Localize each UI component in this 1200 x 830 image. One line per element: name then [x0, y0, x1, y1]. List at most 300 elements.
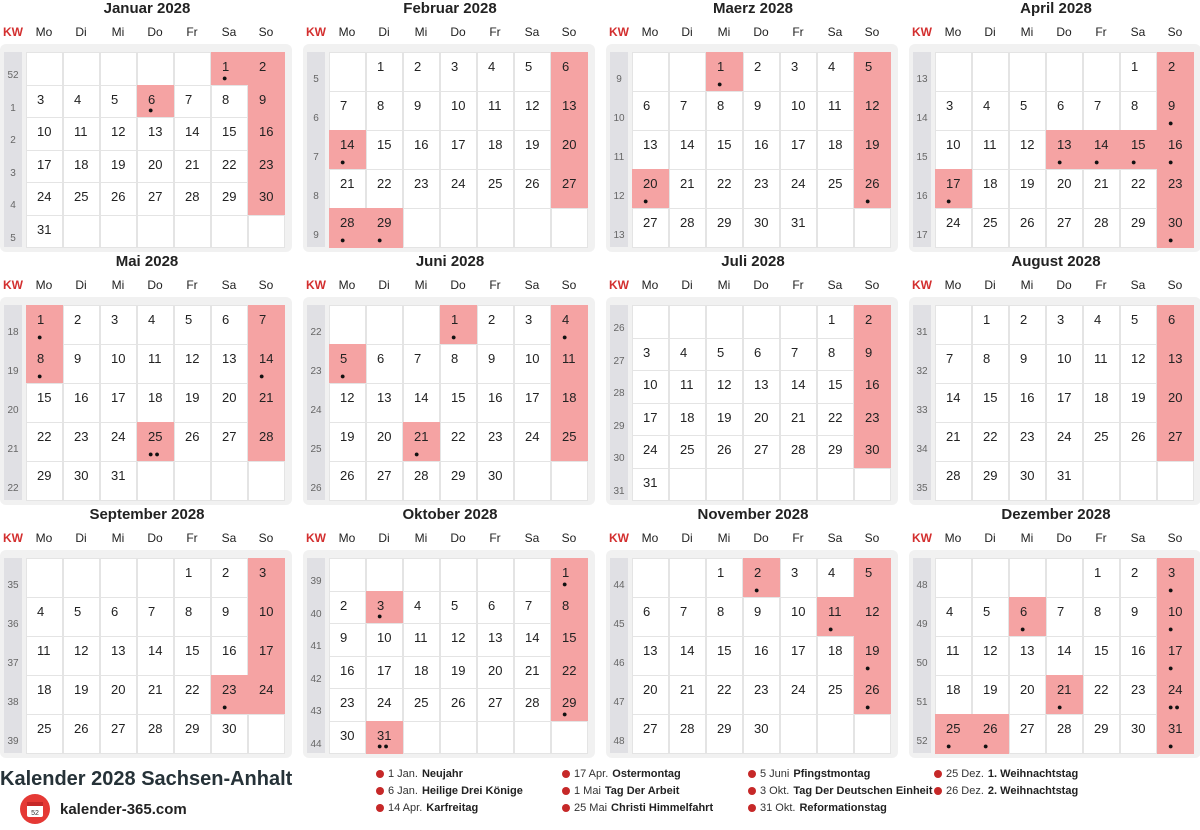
- day-cell[interactable]: [100, 182, 137, 216]
- day-cell[interactable]: [669, 370, 706, 404]
- day-cell[interactable]: [1157, 558, 1194, 598]
- day-cell[interactable]: [1046, 208, 1083, 248]
- day-cell[interactable]: [817, 91, 854, 131]
- day-cell[interactable]: [137, 383, 174, 423]
- day-cell[interactable]: [1046, 169, 1083, 209]
- day-cell[interactable]: [935, 461, 972, 501]
- day-cell[interactable]: [477, 422, 514, 462]
- day-cell[interactable]: [706, 558, 743, 598]
- day-cell[interactable]: [248, 182, 285, 216]
- day-cell[interactable]: [1083, 714, 1120, 754]
- day-cell[interactable]: [972, 130, 1009, 170]
- day-cell[interactable]: [1083, 422, 1120, 462]
- day-cell[interactable]: [854, 558, 891, 598]
- day-cell[interactable]: [817, 169, 854, 209]
- day-cell[interactable]: [248, 422, 285, 462]
- day-cell[interactable]: [632, 338, 669, 372]
- day-cell[interactable]: [514, 169, 551, 209]
- day-cell[interactable]: [63, 150, 100, 184]
- day-cell[interactable]: [669, 338, 706, 372]
- day-cell[interactable]: [1046, 344, 1083, 384]
- day-cell[interactable]: [632, 91, 669, 131]
- day-cell[interactable]: [100, 344, 137, 384]
- day-cell[interactable]: [1046, 91, 1083, 131]
- day-cell[interactable]: [706, 636, 743, 676]
- day-cell[interactable]: [743, 130, 780, 170]
- day-cell[interactable]: [632, 403, 669, 437]
- day-cell[interactable]: [1157, 422, 1194, 462]
- day-cell[interactable]: [403, 344, 440, 384]
- day-cell[interactable]: [514, 623, 551, 657]
- day-cell[interactable]: [366, 461, 403, 501]
- day-cell[interactable]: [440, 344, 477, 384]
- day-cell[interactable]: [403, 422, 440, 462]
- day-cell[interactable]: [854, 675, 891, 715]
- day-cell[interactable]: [1083, 91, 1120, 131]
- day-cell[interactable]: [1046, 675, 1083, 715]
- day-cell[interactable]: [248, 344, 285, 384]
- day-cell[interactable]: [174, 597, 211, 637]
- day-cell[interactable]: [669, 636, 706, 676]
- day-cell[interactable]: [329, 344, 366, 384]
- day-cell[interactable]: [248, 52, 285, 86]
- day-cell[interactable]: [366, 52, 403, 92]
- day-cell[interactable]: [706, 370, 743, 404]
- day-cell[interactable]: [366, 169, 403, 209]
- day-cell[interactable]: [706, 714, 743, 754]
- day-cell[interactable]: [972, 675, 1009, 715]
- day-cell[interactable]: [935, 597, 972, 637]
- day-cell[interactable]: [743, 435, 780, 469]
- day-cell[interactable]: [63, 305, 100, 345]
- day-cell[interactable]: [854, 305, 891, 339]
- day-cell[interactable]: [1157, 675, 1194, 715]
- day-cell[interactable]: [1083, 636, 1120, 676]
- day-cell[interactable]: [366, 623, 403, 657]
- day-cell[interactable]: [440, 305, 477, 345]
- day-cell[interactable]: [706, 597, 743, 637]
- day-cell[interactable]: [403, 591, 440, 625]
- day-cell[interactable]: [854, 338, 891, 372]
- day-cell[interactable]: [1009, 305, 1046, 345]
- day-cell[interactable]: [1009, 422, 1046, 462]
- day-cell[interactable]: [211, 117, 248, 151]
- day-cell[interactable]: [551, 591, 588, 625]
- day-cell[interactable]: [780, 597, 817, 637]
- day-cell[interactable]: [854, 91, 891, 131]
- day-cell[interactable]: [1120, 169, 1157, 209]
- day-cell[interactable]: [329, 688, 366, 722]
- day-cell[interactable]: [706, 403, 743, 437]
- day-cell[interactable]: [211, 305, 248, 345]
- day-cell[interactable]: [366, 656, 403, 690]
- day-cell[interactable]: [1157, 383, 1194, 423]
- day-cell[interactable]: [1120, 130, 1157, 170]
- day-cell[interactable]: [174, 344, 211, 384]
- day-cell[interactable]: [174, 714, 211, 754]
- day-cell[interactable]: [477, 461, 514, 501]
- day-cell[interactable]: [211, 636, 248, 676]
- day-cell[interactable]: [514, 688, 551, 722]
- day-cell[interactable]: [1157, 305, 1194, 345]
- day-cell[interactable]: [440, 130, 477, 170]
- day-cell[interactable]: [403, 169, 440, 209]
- day-cell[interactable]: [817, 305, 854, 339]
- day-cell[interactable]: [706, 338, 743, 372]
- day-cell[interactable]: [100, 383, 137, 423]
- day-cell[interactable]: [1009, 344, 1046, 384]
- day-cell[interactable]: [100, 117, 137, 151]
- day-cell[interactable]: [100, 150, 137, 184]
- day-cell[interactable]: [854, 435, 891, 469]
- day-cell[interactable]: [100, 597, 137, 637]
- day-cell[interactable]: [935, 344, 972, 384]
- day-cell[interactable]: [137, 182, 174, 216]
- day-cell[interactable]: [743, 208, 780, 248]
- day-cell[interactable]: [137, 305, 174, 345]
- day-cell[interactable]: [551, 656, 588, 690]
- day-cell[interactable]: [137, 150, 174, 184]
- day-cell[interactable]: [440, 623, 477, 657]
- day-cell[interactable]: [780, 130, 817, 170]
- day-cell[interactable]: [26, 636, 63, 676]
- day-cell[interactable]: [1009, 91, 1046, 131]
- day-cell[interactable]: [366, 422, 403, 462]
- day-cell[interactable]: [551, 688, 588, 722]
- day-cell[interactable]: [100, 675, 137, 715]
- day-cell[interactable]: [477, 688, 514, 722]
- day-cell[interactable]: [854, 370, 891, 404]
- day-cell[interactable]: [329, 461, 366, 501]
- day-cell[interactable]: [248, 150, 285, 184]
- day-cell[interactable]: [26, 117, 63, 151]
- day-cell[interactable]: [26, 305, 63, 345]
- day-cell[interactable]: [817, 370, 854, 404]
- day-cell[interactable]: [329, 721, 366, 755]
- day-cell[interactable]: [174, 117, 211, 151]
- day-cell[interactable]: [248, 305, 285, 345]
- day-cell[interactable]: [100, 636, 137, 676]
- day-cell[interactable]: [1157, 169, 1194, 209]
- day-cell[interactable]: [972, 422, 1009, 462]
- day-cell[interactable]: [551, 130, 588, 170]
- day-cell[interactable]: [1120, 208, 1157, 248]
- day-cell[interactable]: [1120, 597, 1157, 637]
- day-cell[interactable]: [1009, 208, 1046, 248]
- day-cell[interactable]: [477, 130, 514, 170]
- day-cell[interactable]: [817, 636, 854, 676]
- day-cell[interactable]: [477, 169, 514, 209]
- day-cell[interactable]: [366, 130, 403, 170]
- day-cell[interactable]: [854, 52, 891, 92]
- day-cell[interactable]: [780, 52, 817, 92]
- day-cell[interactable]: [743, 714, 780, 754]
- day-cell[interactable]: [403, 623, 440, 657]
- day-cell[interactable]: [780, 169, 817, 209]
- day-cell[interactable]: [1046, 383, 1083, 423]
- day-cell[interactable]: [743, 558, 780, 598]
- day-cell[interactable]: [403, 656, 440, 690]
- day-cell[interactable]: [329, 623, 366, 657]
- day-cell[interactable]: [1046, 305, 1083, 345]
- day-cell[interactable]: [1120, 383, 1157, 423]
- day-cell[interactable]: [26, 383, 63, 423]
- day-cell[interactable]: [1046, 714, 1083, 754]
- day-cell[interactable]: [137, 85, 174, 119]
- day-cell[interactable]: [1009, 169, 1046, 209]
- day-cell[interactable]: [706, 169, 743, 209]
- day-cell[interactable]: [329, 383, 366, 423]
- day-cell[interactable]: [403, 461, 440, 501]
- day-cell[interactable]: [366, 344, 403, 384]
- day-cell[interactable]: [403, 130, 440, 170]
- day-cell[interactable]: [174, 422, 211, 462]
- day-cell[interactable]: [1083, 305, 1120, 345]
- day-cell[interactable]: [1083, 169, 1120, 209]
- day-cell[interactable]: [211, 597, 248, 637]
- day-cell[interactable]: [854, 597, 891, 637]
- day-cell[interactable]: [972, 636, 1009, 676]
- day-cell[interactable]: [817, 675, 854, 715]
- day-cell[interactable]: [366, 91, 403, 131]
- day-cell[interactable]: [780, 208, 817, 248]
- day-cell[interactable]: [329, 169, 366, 209]
- day-cell[interactable]: [63, 675, 100, 715]
- day-cell[interactable]: [211, 52, 248, 86]
- day-cell[interactable]: [514, 656, 551, 690]
- day-cell[interactable]: [63, 422, 100, 462]
- day-cell[interactable]: [477, 305, 514, 345]
- day-cell[interactable]: [477, 623, 514, 657]
- day-cell[interactable]: [440, 461, 477, 501]
- day-cell[interactable]: [26, 675, 63, 715]
- day-cell[interactable]: [211, 85, 248, 119]
- day-cell[interactable]: [669, 714, 706, 754]
- day-cell[interactable]: [174, 558, 211, 598]
- day-cell[interactable]: [248, 85, 285, 119]
- day-cell[interactable]: [440, 591, 477, 625]
- day-cell[interactable]: [211, 150, 248, 184]
- day-cell[interactable]: [26, 215, 63, 249]
- day-cell[interactable]: [174, 383, 211, 423]
- day-cell[interactable]: [440, 656, 477, 690]
- day-cell[interactable]: [440, 688, 477, 722]
- day-cell[interactable]: [551, 422, 588, 462]
- day-cell[interactable]: [329, 130, 366, 170]
- day-cell[interactable]: [100, 85, 137, 119]
- day-cell[interactable]: [669, 208, 706, 248]
- day-cell[interactable]: [211, 344, 248, 384]
- day-cell[interactable]: [440, 383, 477, 423]
- day-cell[interactable]: [551, 169, 588, 209]
- day-cell[interactable]: [551, 558, 588, 592]
- day-cell[interactable]: [477, 656, 514, 690]
- day-cell[interactable]: [972, 714, 1009, 754]
- day-cell[interactable]: [514, 130, 551, 170]
- day-cell[interactable]: [632, 435, 669, 469]
- day-cell[interactable]: [706, 52, 743, 92]
- day-cell[interactable]: [743, 169, 780, 209]
- day-cell[interactable]: [632, 130, 669, 170]
- day-cell[interactable]: [63, 714, 100, 754]
- day-cell[interactable]: [248, 383, 285, 423]
- day-cell[interactable]: [514, 383, 551, 423]
- day-cell[interactable]: [1009, 636, 1046, 676]
- day-cell[interactable]: [551, 91, 588, 131]
- day-cell[interactable]: [935, 636, 972, 676]
- day-cell[interactable]: [100, 305, 137, 345]
- day-cell[interactable]: [63, 383, 100, 423]
- day-cell[interactable]: [366, 591, 403, 625]
- day-cell[interactable]: [1009, 714, 1046, 754]
- day-cell[interactable]: [1083, 597, 1120, 637]
- day-cell[interactable]: [63, 117, 100, 151]
- day-cell[interactable]: [935, 130, 972, 170]
- day-cell[interactable]: [329, 422, 366, 462]
- day-cell[interactable]: [477, 91, 514, 131]
- day-cell[interactable]: [1120, 636, 1157, 676]
- day-cell[interactable]: [329, 656, 366, 690]
- day-cell[interactable]: [972, 383, 1009, 423]
- day-cell[interactable]: [780, 338, 817, 372]
- day-cell[interactable]: [440, 52, 477, 92]
- day-cell[interactable]: [669, 169, 706, 209]
- day-cell[interactable]: [706, 208, 743, 248]
- day-cell[interactable]: [211, 383, 248, 423]
- day-cell[interactable]: [935, 208, 972, 248]
- day-cell[interactable]: [1120, 558, 1157, 598]
- day-cell[interactable]: [972, 305, 1009, 345]
- day-cell[interactable]: [1046, 422, 1083, 462]
- day-cell[interactable]: [780, 558, 817, 598]
- day-cell[interactable]: [26, 150, 63, 184]
- day-cell[interactable]: [1157, 91, 1194, 131]
- day-cell[interactable]: [329, 591, 366, 625]
- day-cell[interactable]: [551, 305, 588, 345]
- day-cell[interactable]: [26, 597, 63, 637]
- day-cell[interactable]: [743, 636, 780, 676]
- day-cell[interactable]: [1009, 383, 1046, 423]
- day-cell[interactable]: [63, 461, 100, 501]
- day-cell[interactable]: [440, 91, 477, 131]
- day-cell[interactable]: [935, 383, 972, 423]
- day-cell[interactable]: [935, 422, 972, 462]
- day-cell[interactable]: [1120, 91, 1157, 131]
- day-cell[interactable]: [817, 435, 854, 469]
- day-cell[interactable]: [63, 344, 100, 384]
- day-cell[interactable]: [780, 370, 817, 404]
- day-cell[interactable]: [817, 52, 854, 92]
- day-cell[interactable]: [669, 91, 706, 131]
- day-cell[interactable]: [514, 591, 551, 625]
- day-cell[interactable]: [551, 344, 588, 384]
- day-cell[interactable]: [26, 344, 63, 384]
- day-cell[interactable]: [1157, 52, 1194, 92]
- day-cell[interactable]: [632, 675, 669, 715]
- day-cell[interactable]: [137, 636, 174, 676]
- day-cell[interactable]: [329, 91, 366, 131]
- day-cell[interactable]: [366, 208, 403, 248]
- day-cell[interactable]: [440, 169, 477, 209]
- day-cell[interactable]: [1009, 130, 1046, 170]
- day-cell[interactable]: [743, 403, 780, 437]
- day-cell[interactable]: [514, 344, 551, 384]
- day-cell[interactable]: [63, 636, 100, 676]
- day-cell[interactable]: [817, 558, 854, 598]
- day-cell[interactable]: [551, 623, 588, 657]
- day-cell[interactable]: [669, 403, 706, 437]
- day-cell[interactable]: [972, 597, 1009, 637]
- day-cell[interactable]: [935, 91, 972, 131]
- day-cell[interactable]: [706, 435, 743, 469]
- day-cell[interactable]: [972, 91, 1009, 131]
- day-cell[interactable]: [514, 422, 551, 462]
- day-cell[interactable]: [100, 714, 137, 754]
- day-cell[interactable]: [817, 597, 854, 637]
- day-cell[interactable]: [366, 383, 403, 423]
- day-cell[interactable]: [137, 675, 174, 715]
- site-link[interactable]: kalender-365.com: [60, 801, 187, 818]
- day-cell[interactable]: [100, 461, 137, 501]
- day-cell[interactable]: [477, 591, 514, 625]
- day-cell[interactable]: [854, 403, 891, 437]
- day-cell[interactable]: [174, 182, 211, 216]
- day-cell[interactable]: [706, 91, 743, 131]
- day-cell[interactable]: [403, 688, 440, 722]
- day-cell[interactable]: [780, 403, 817, 437]
- day-cell[interactable]: [63, 85, 100, 119]
- day-cell[interactable]: [137, 714, 174, 754]
- day-cell[interactable]: [780, 91, 817, 131]
- day-cell[interactable]: [1120, 305, 1157, 345]
- day-cell[interactable]: [817, 130, 854, 170]
- day-cell[interactable]: [632, 370, 669, 404]
- day-cell[interactable]: [632, 597, 669, 637]
- day-cell[interactable]: [706, 675, 743, 715]
- day-cell[interactable]: [26, 461, 63, 501]
- day-cell[interactable]: [137, 117, 174, 151]
- day-cell[interactable]: [632, 208, 669, 248]
- day-cell[interactable]: [514, 52, 551, 92]
- day-cell[interactable]: [551, 383, 588, 423]
- day-cell[interactable]: [1120, 52, 1157, 92]
- day-cell[interactable]: [780, 435, 817, 469]
- day-cell[interactable]: [1120, 422, 1157, 462]
- day-cell[interactable]: [780, 675, 817, 715]
- day-cell[interactable]: [1046, 130, 1083, 170]
- day-cell[interactable]: [174, 636, 211, 676]
- day-cell[interactable]: [174, 85, 211, 119]
- day-cell[interactable]: [174, 150, 211, 184]
- day-cell[interactable]: [403, 383, 440, 423]
- day-cell[interactable]: [669, 597, 706, 637]
- day-cell[interactable]: [1120, 344, 1157, 384]
- day-cell[interactable]: [632, 468, 669, 502]
- day-cell[interactable]: [211, 182, 248, 216]
- day-cell[interactable]: [1157, 636, 1194, 676]
- day-cell[interactable]: [211, 558, 248, 598]
- day-cell[interactable]: [1083, 675, 1120, 715]
- day-cell[interactable]: [972, 208, 1009, 248]
- day-cell[interactable]: [817, 338, 854, 372]
- day-cell[interactable]: [632, 714, 669, 754]
- day-cell[interactable]: [211, 714, 248, 754]
- day-cell[interactable]: [1046, 461, 1083, 501]
- day-cell[interactable]: [514, 91, 551, 131]
- day-cell[interactable]: [174, 675, 211, 715]
- day-cell[interactable]: [248, 636, 285, 676]
- day-cell[interactable]: [817, 403, 854, 437]
